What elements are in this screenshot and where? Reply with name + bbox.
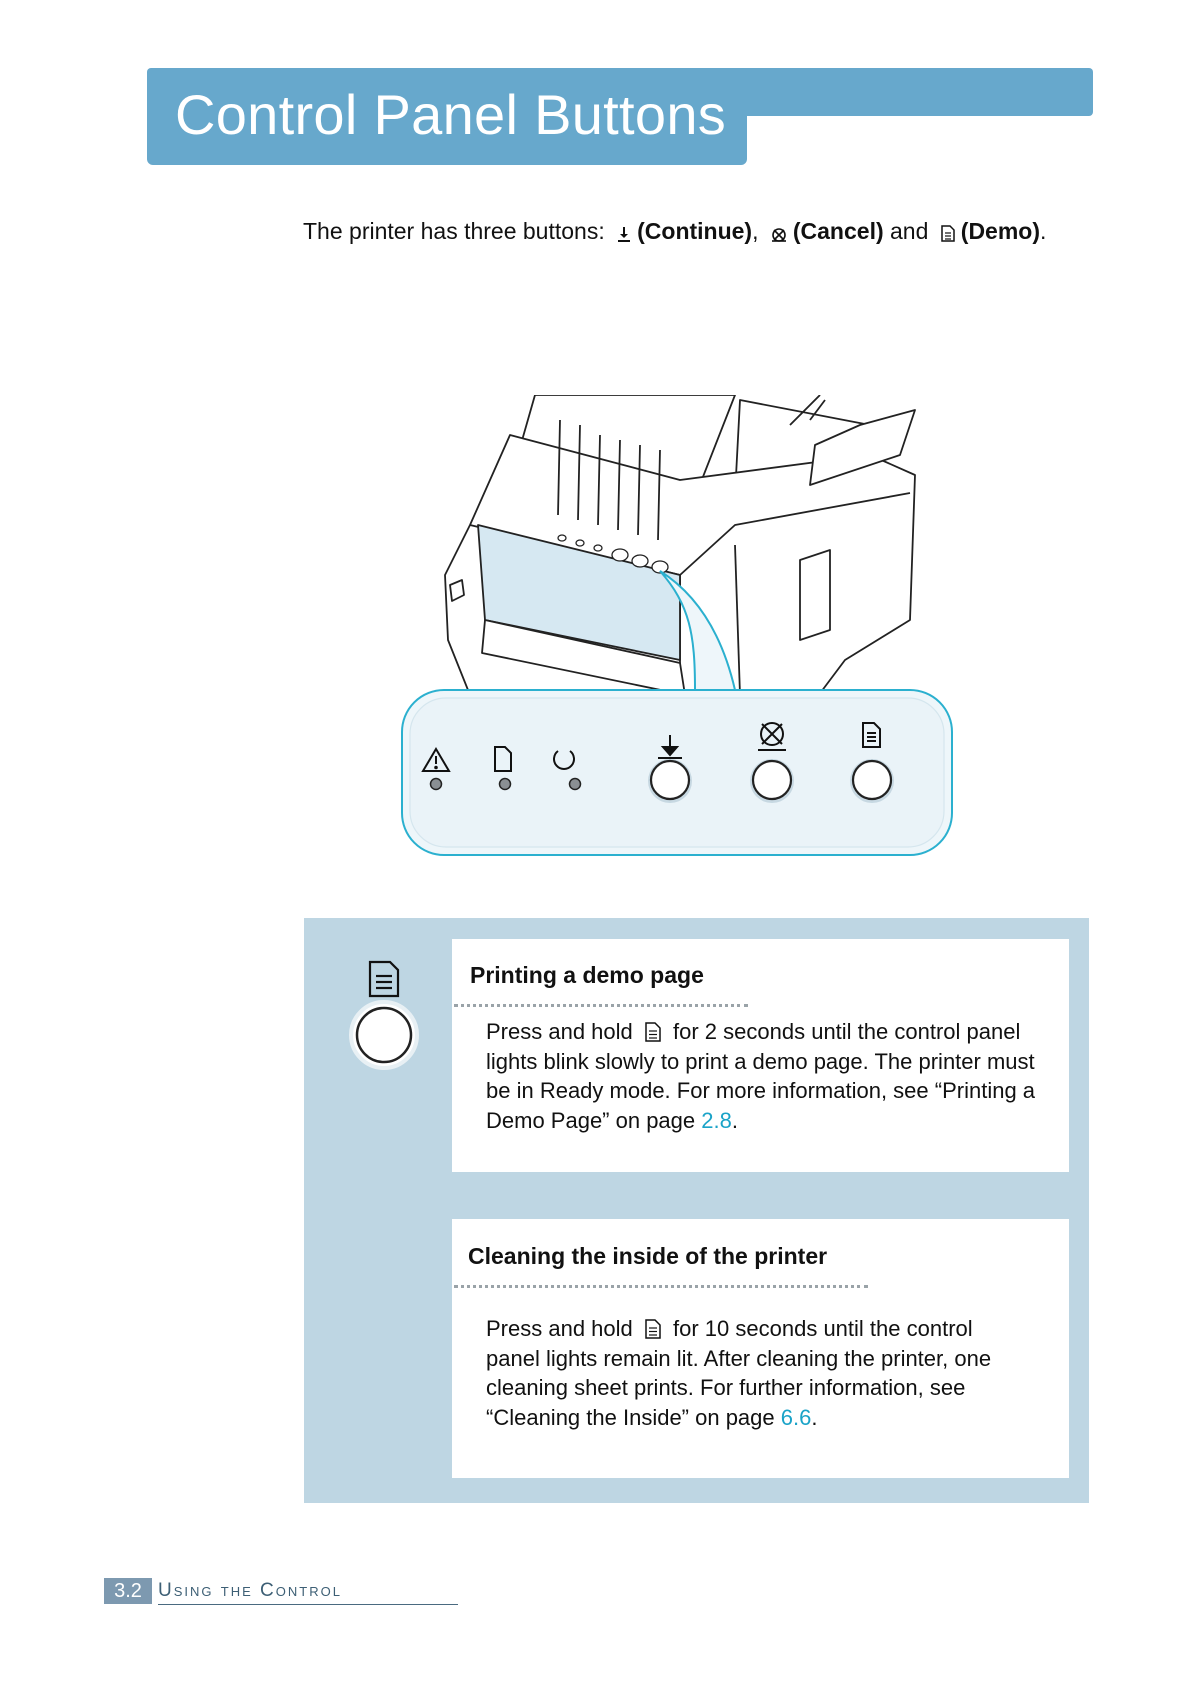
printer-body xyxy=(445,395,915,700)
demo-icon xyxy=(645,1319,661,1339)
demo-icon xyxy=(645,1022,661,1042)
cancel-icon xyxy=(771,226,787,242)
card-title: Cleaning the inside of the printer xyxy=(468,1243,828,1269)
page-link[interactable]: 2.8 xyxy=(701,1107,732,1133)
page-link[interactable]: 6.6 xyxy=(780,1404,812,1430)
section-title: Using the Control xyxy=(158,1578,458,1605)
demo-icon xyxy=(941,225,955,242)
card-title: Printing a demo page xyxy=(470,962,704,988)
card-body: Press and hold for 10 seconds until the control panel lights remain lit. After cleaning the printer, one cleaning sheet prints. For further information, see “Cleaning the Inside” on page 6.6. xyxy=(486,1316,992,1430)
page-number: 3.2 xyxy=(104,1578,152,1604)
panel-buttons xyxy=(648,759,894,803)
card-body: Press and hold for 2 seconds until the control panel lights blink slowly to print a demo page. The printer must be in Ready mode. For more information, see “Printing a Demo Page” on page 2.8. xyxy=(486,1019,1036,1133)
demo-icon xyxy=(370,962,398,996)
dotted-divider xyxy=(454,1285,868,1288)
demo-button-graphic xyxy=(344,958,424,1070)
dotted-divider xyxy=(454,1004,748,1007)
continue-icon xyxy=(617,226,631,242)
page-title: Control Panel Buttons xyxy=(175,83,727,146)
printer-illustration xyxy=(390,395,965,870)
intro-sentence: The printer has three buttons: (Continue), (Cancel) and (Demo). xyxy=(303,218,1047,244)
